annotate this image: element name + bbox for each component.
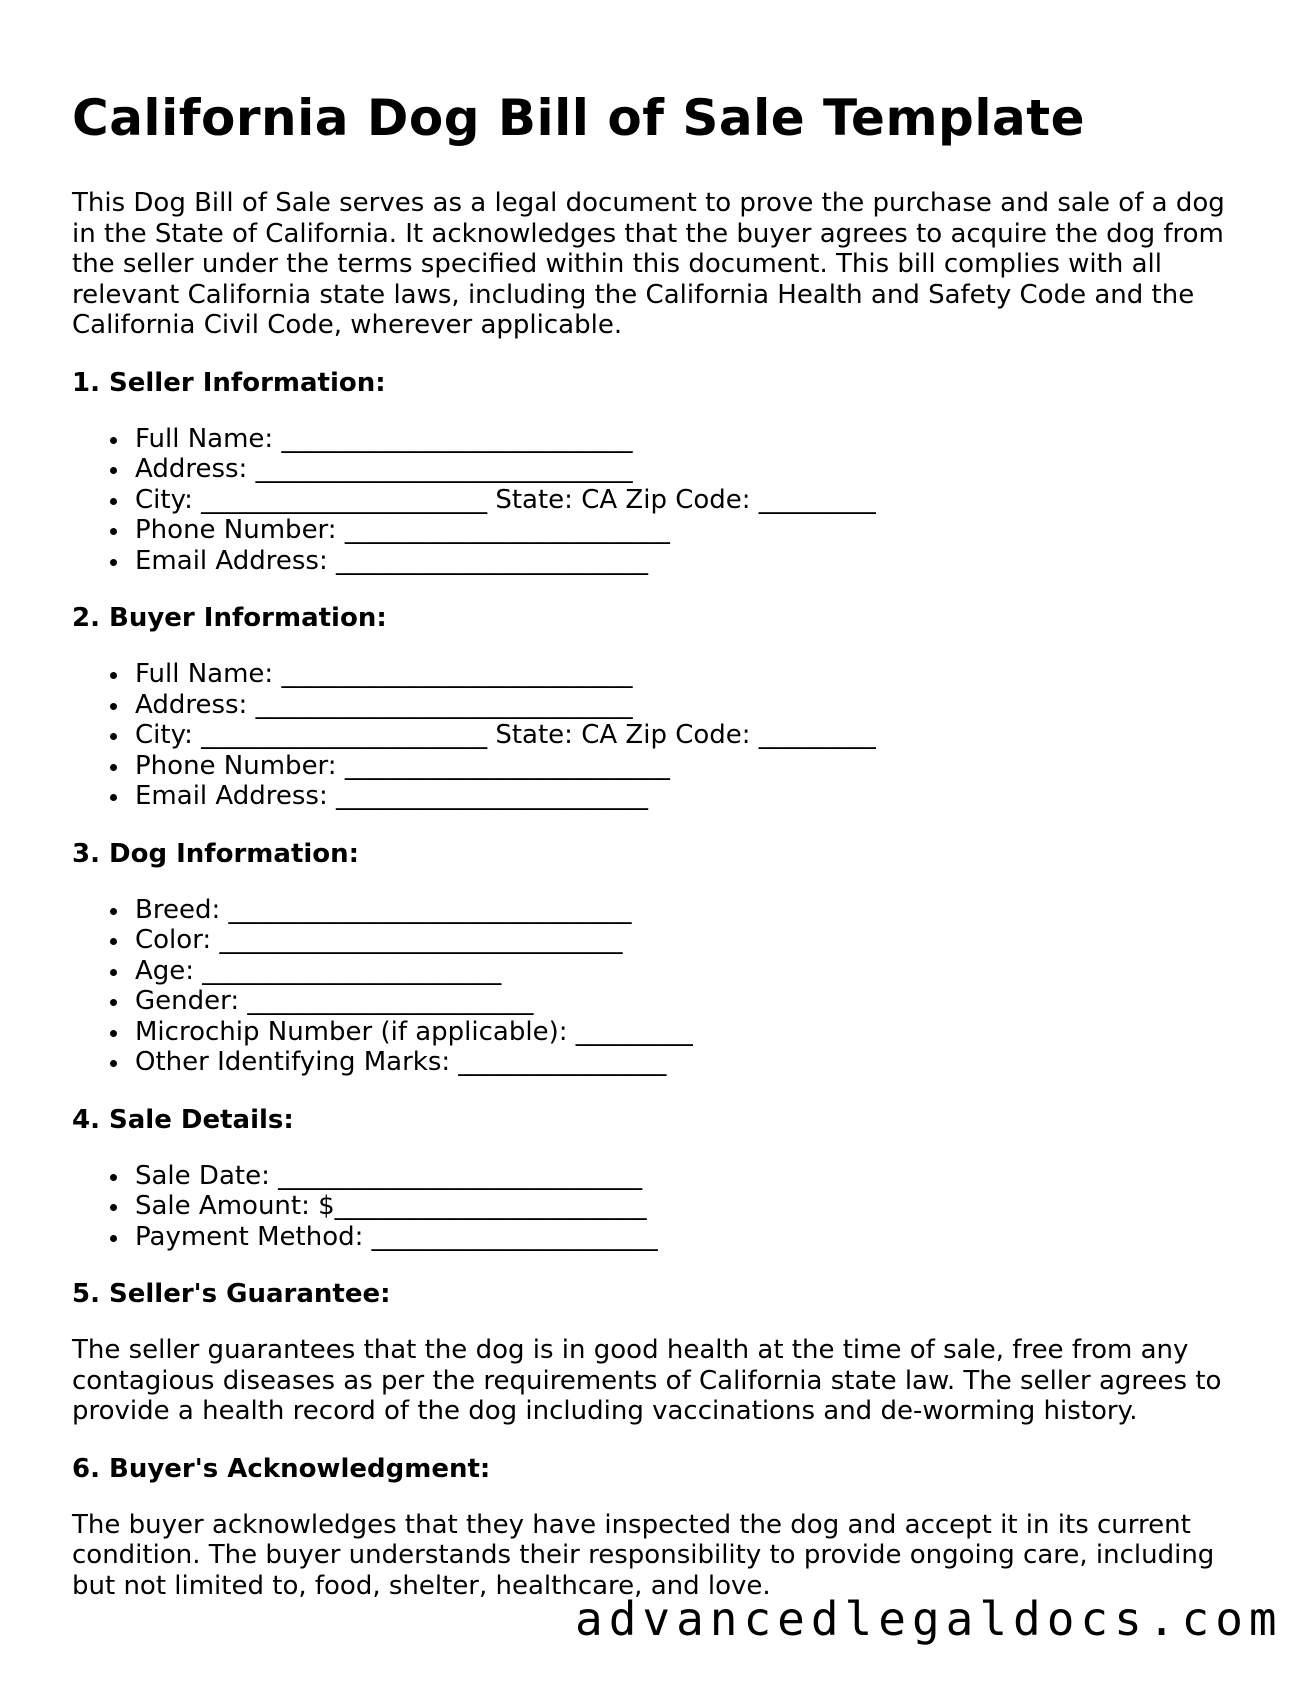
document-page (72, 88, 1242, 1601)
dog-color: Color: _______________________________ (135, 925, 1242, 956)
seller-email: Email Address: ________________________ (135, 546, 1242, 577)
seller-city-state-zip: City: ______________________ State: CA Zip Code: _________ (135, 485, 1242, 516)
sale-amount: Sale Amount: $________________________ (135, 1191, 1242, 1222)
seller-full-name: Full Name: ___________________________ (135, 424, 1242, 455)
guarantee-paragraph: The seller guarantees that the dog is in good health at the time of sale, free from any contagious diseases as per the requirements of California state law. The seller agrees to provide a health record of the dog including vaccinations and de-worming history. (72, 1335, 1222, 1426)
dog-age: Age: _______________________ (135, 956, 1242, 987)
dog-microchip: Microchip Number (if applicable): _________ (135, 1017, 1242, 1048)
sale-date: Sale Date: ____________________________ (135, 1161, 1242, 1192)
sale-list (72, 1161, 1242, 1253)
dog-gender: Gender: ______________________ (135, 986, 1242, 1017)
acknowledgment-paragraph: The buyer acknowledges that they have inspected the dog and accept it in its current condition. The buyer understands their responsibility to provide ongoing care, including but not limited to, food, shelter, healthcare, and love. (72, 1509, 1215, 1601)
document-title: California Dog Bill of Sale Template (72, 89, 1086, 147)
seller-heading: 1. Seller Information: (72, 367, 386, 398)
buyer-full-name: Full Name: ___________________________ (135, 659, 1242, 690)
dog-marks: Other Identifying Marks: ________________ (135, 1047, 1242, 1078)
buyer-email: Email Address: ________________________ (135, 781, 1242, 812)
buyer-phone: Phone Number: _________________________ (135, 751, 1242, 782)
dog-heading: 3. Dog Information: (72, 838, 360, 869)
guarantee-heading: 5. Seller's Guarantee: (72, 1279, 391, 1309)
sale-payment-method: Payment Method: ______________________ (135, 1222, 1242, 1253)
seller-phone: Phone Number: _________________________ (135, 515, 1242, 546)
buyer-list (72, 659, 1242, 812)
dog-breed: Breed: _______________________________ (135, 895, 1242, 926)
seller-list (72, 424, 1242, 577)
seller-address: Address: _____________________________ (135, 454, 1242, 485)
intro-paragraph: This Dog Bill of Sale serves as a legal document to prove the purchase and sale of a dog in the State of California. It acknowledges that the buyer agrees to acquire the dog from the seller under the terms specified within this document. This bill complies with all relevant California state laws, including the California Health and Safety Code and the California Civil Code, wherever applicable. (72, 188, 1225, 340)
acknowledgment-heading: 6. Buyer's Acknowledgment: (72, 1453, 491, 1484)
buyer-city-state-zip: City: ______________________ State: CA Zip Code: _________ (135, 720, 1242, 751)
buyer-address: Address: _____________________________ (135, 690, 1242, 721)
sale-heading: 4. Sale Details: (72, 1104, 294, 1135)
dog-list (72, 895, 1242, 1078)
watermark-text: advancedlegaldocs.com (575, 1592, 1283, 1646)
buyer-heading: 2. Buyer Information: (72, 603, 387, 633)
